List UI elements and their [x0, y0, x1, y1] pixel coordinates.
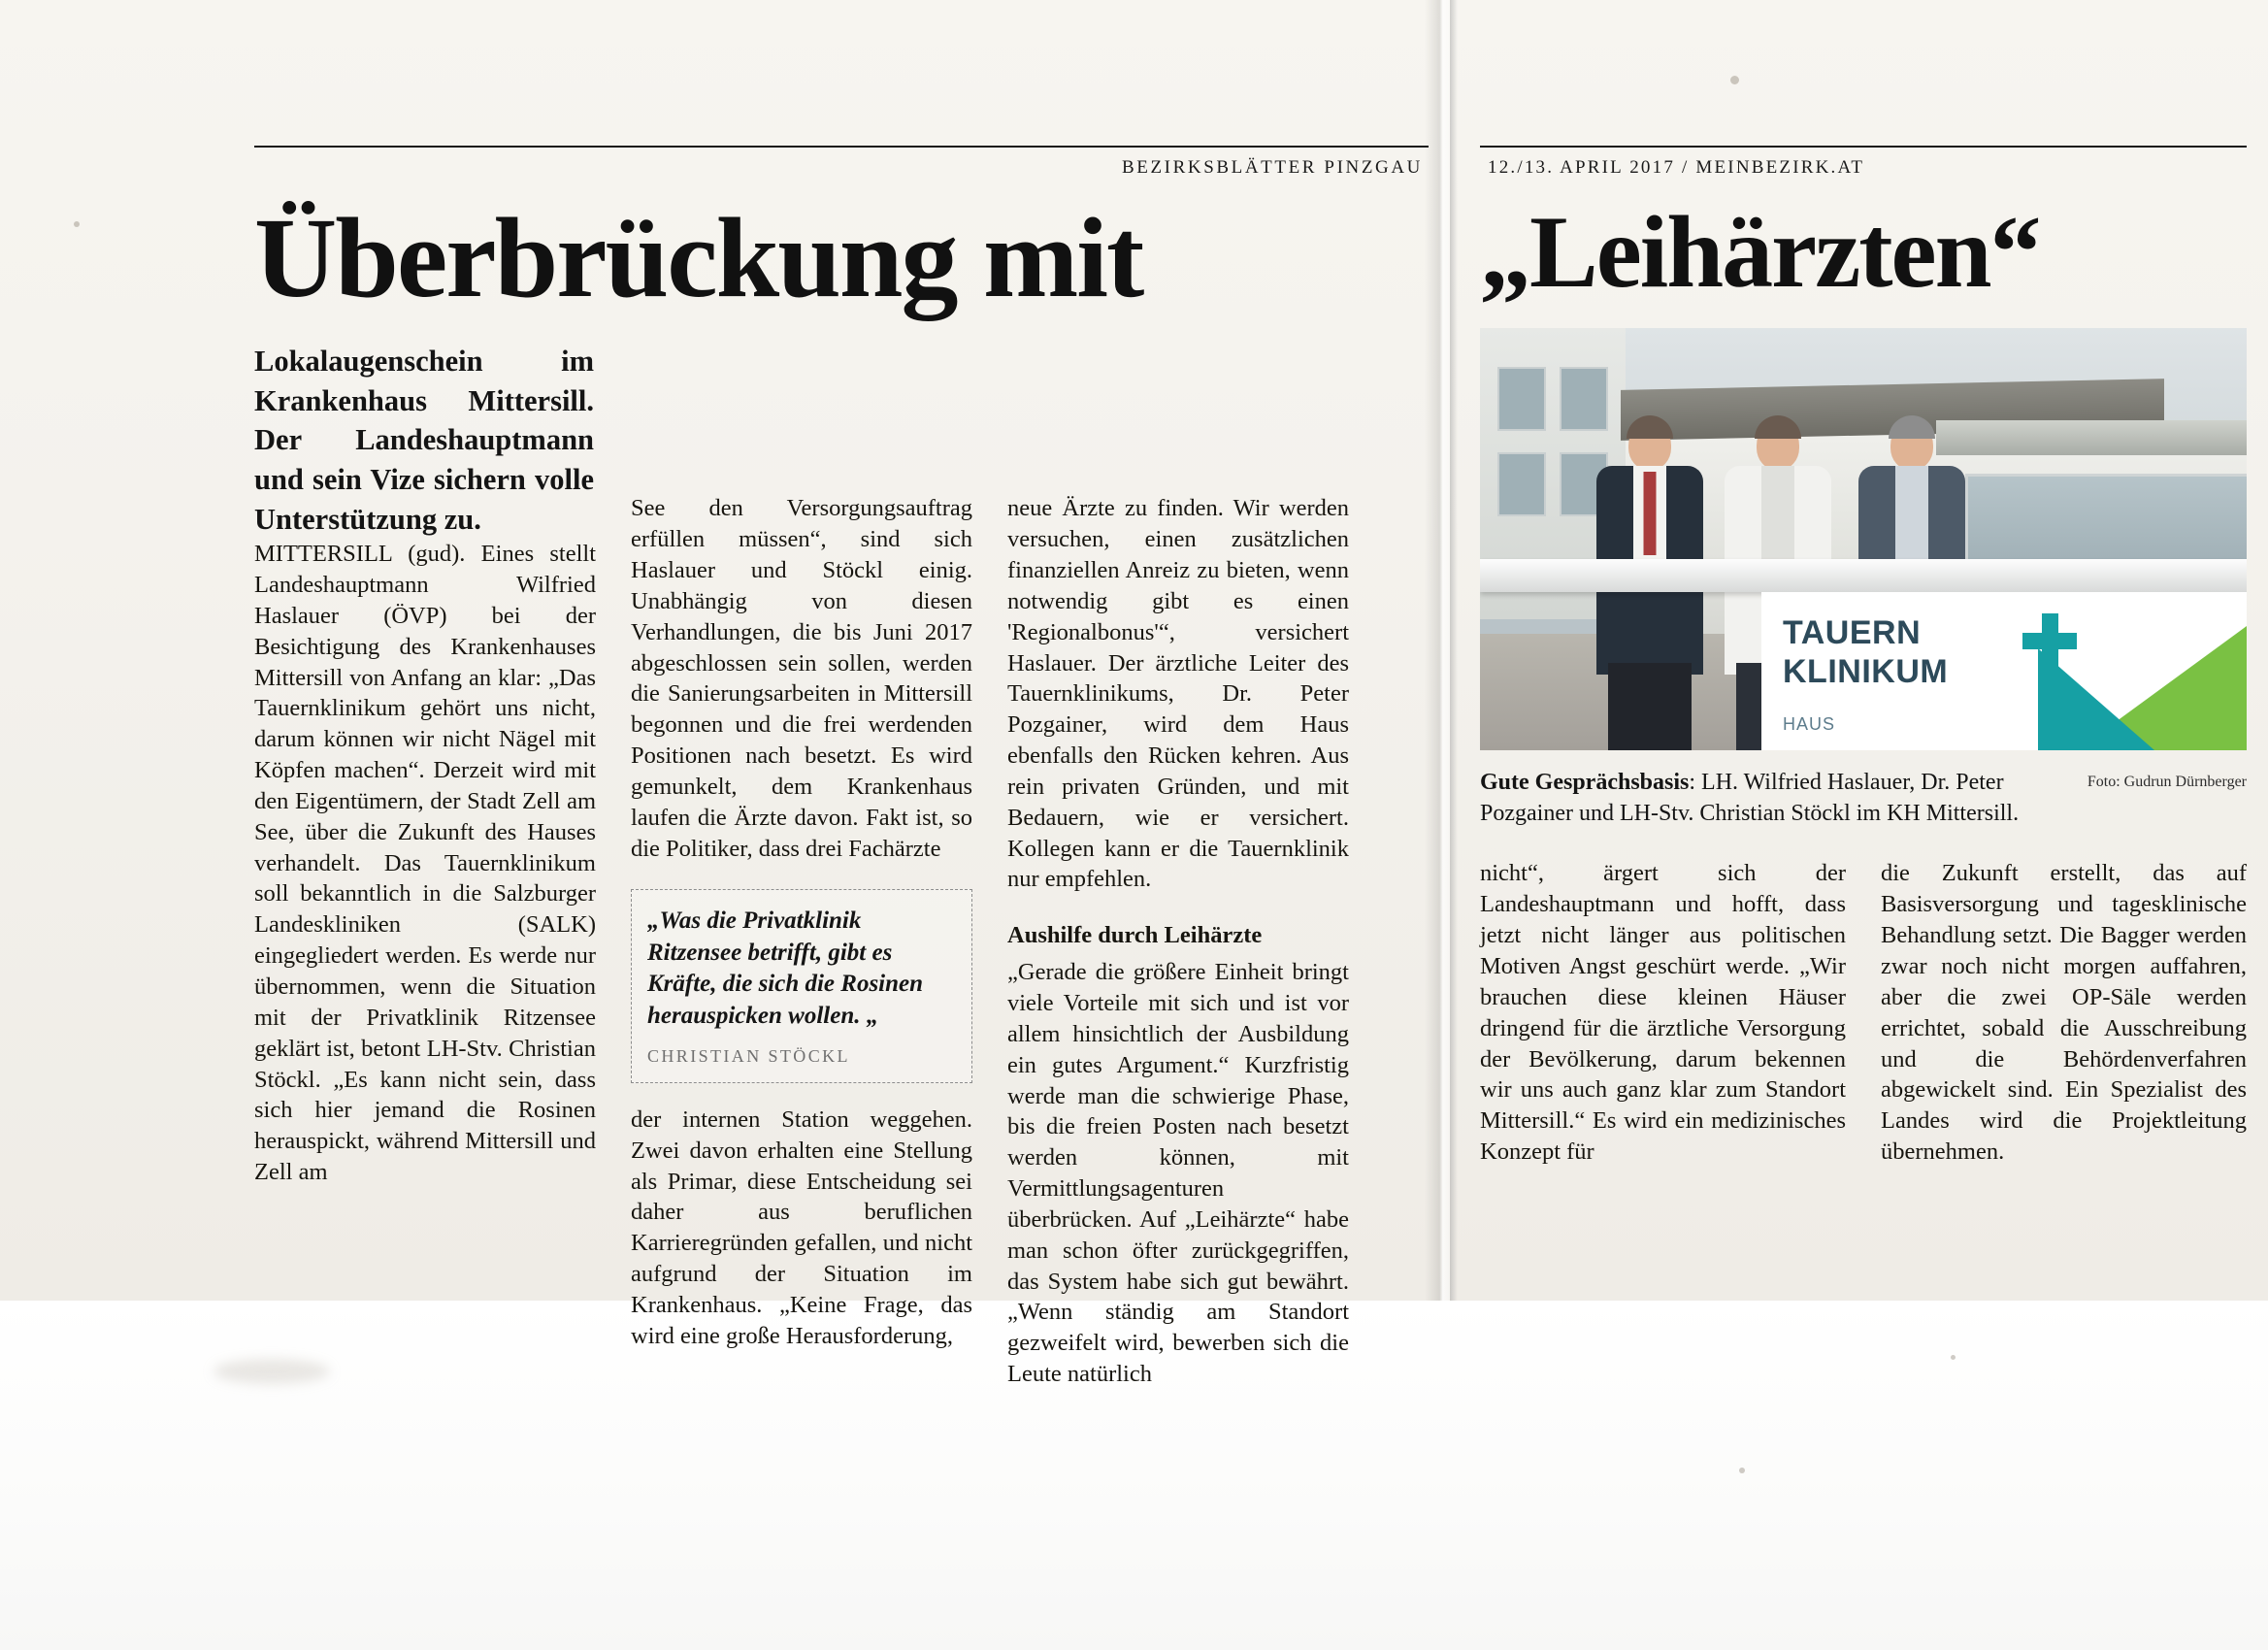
photo-person-legs [1608, 663, 1692, 750]
sign-small-text: HAUS [1783, 714, 1836, 735]
sign-line-1: TAUERN [1783, 614, 1922, 652]
pull-quote [631, 889, 972, 1082]
medical-cross-icon [2022, 613, 2077, 668]
sign-text [1783, 613, 1948, 691]
article-columns [254, 316, 1429, 1390]
masthead-right [1480, 148, 2247, 179]
lead-paragraph: Lokalaugenschein im Krankenhaus Mittersill. Der Landeshauptmann und sein Vize sichern volle Unterstützung zu. [254, 345, 594, 536]
body-paragraph-7: die Zukunft erstellt, das auf Basisversorgung und tagesklinische Behandlung setzt. Die Bagger werden zwar noch nicht morgen auffahren, aber die zwei OP-Säle werden errichtet, sobald die Ausschreibung und die Behördenverfahren abgewickelt sind. Ein Spezialist des Landes wird die Projektleitung übernehmen. [1881, 860, 2247, 1166]
column-1 [254, 316, 596, 1390]
photo-person-left [1596, 421, 1703, 675]
pull-quote-text: „Was die Privatklinik Ritzensee betrifft, gibt es Kräfte, die sich die Rosinen herauspicken wollen. „ [647, 908, 924, 1029]
sheet-edge [1450, 0, 1458, 1301]
photo-handrail [1480, 559, 2247, 592]
body-paragraph-1: MITTERSILL (gud). Eines stellt Landeshauptmann Wilfried Haslauer (ÖVP) bei der Besichtigung des Krankenhauses Mittersill von Anfang an klar: „Das Tauernklinikum gehört uns nicht, darum können wir nicht Nägel mit Köpfen machen“. Derzeit wird mit den Eigentümern, der Stadt Zell am See, über die Zukunft des Hauses verhandelt. Das Tauernklinikum soll bekanntlich in die Salzburger Landeskliniken (SALK) eingegliedert werden. Es werde nur übernommen, wenn die Situation mit der Privatklinik Ritzensee geklärt ist, betont LH-Stv. Christian Stöckl. „Es kann nicht sein, dass sich hier jemand die Rosinen herauspickt, während Mittersill und Zell am [254, 541, 596, 1186]
article-columns-right [1480, 858, 2247, 1167]
sign-line-2: KLINIKUM [1783, 653, 1949, 691]
photo-person-tie [1644, 472, 1657, 555]
paper-speck [1951, 1355, 1956, 1360]
caption-lead: Gute Gesprächsbasis [1480, 770, 1690, 796]
clinic-sign [1761, 592, 2247, 750]
photo-credit: Foto: Gudrun Dürnberger [2087, 774, 2247, 791]
publication-name: BEZIRKSBLÄTTER PINZGAU [1122, 157, 1423, 178]
issue-date: 12./13. APRIL 2017 / MEINBEZIRK.AT [1488, 157, 1865, 178]
photo-caption [1480, 768, 2247, 829]
paper-speck [1730, 76, 1739, 84]
photo-window [1497, 367, 1546, 431]
photo-window [1497, 452, 1546, 516]
body-paragraph-5: „Gerade die größere Einheit bringt viele Vorteile mit sich und ist vor allem hinsichtlich der Ausbildung ein gutes Argument.“ Kurzfristig werde man die schwierige Phase, bis die freien Posten nach besetzt werden können, mit Vermittlungsagenturen überbrücken. Auf „Leihärzte“ habe man schon öfter zurückgegriffen, das System habe sich gut bewährt. „Wenn ständig am Standort gezweifelt wird, bewerben sich die Leute natürlich [1007, 959, 1349, 1388]
body-paragraph-6: nicht“, ärgert sich der Landeshauptmann und hofft, dass jetzt nicht länger aus politischen Motiven Angst geschürt werde. „Wir brauchen diese kleinen Häuser dringend für die ärztliche Versorgung der Bevölkerung, darum bekennen wir uns auch ganz klar zum Standort Mittersill.“ Es wird ein medizinisches Konzept für [1480, 860, 1846, 1166]
pull-quote-attribution: CHRISTIAN STÖCKL [647, 1046, 850, 1067]
photo-canopy [1936, 420, 2247, 455]
body-paragraph-3: der internen Station weggehen. Zwei davon erhalten eine Stellung als Primar, diese Entscheidung sei daher aus beruflichen Karrieregründen gefallen, und nicht aufgrund der Situation im Krankenhaus. „Keine Frage, das wird eine große Herausforderung, [631, 1106, 972, 1349]
left-page [254, 146, 1429, 1388]
masthead-left [254, 148, 1429, 179]
section-subheading: Aushilfe durch Leihärzte [1007, 922, 1263, 949]
right-page [1480, 146, 2247, 1271]
body-paragraph-2: See den Versorgungsauftrag erfüllen müssen“, sind sich Haslauer und Stöckl einig. Unabhängig von diesen Verhandlungen, die bis Juni 2017 abgeschlossen sein sollen, werden die Sanierungsarbeiten in Mittersill begonnen und die frei werdenden Positionen nach besetzt. Es wird gemunkelt, dem Krankenhaus laufen die Ärzte davon. Fakt ist, so die Politiker, dass drei Fachärzte [631, 495, 972, 862]
column-3 [1007, 316, 1349, 1390]
paper-speck [1739, 1468, 1745, 1473]
column-2 [631, 316, 972, 1390]
paper-speck [74, 221, 80, 227]
body-paragraph-4: neue Ärzte zu finden. Wir werden versuchen, einen zusätzlichen finanziellen Anreiz zu bieten, wenn notwendig gibt es einen 'Regionalbonus'“, versichert Haslauer. Der ärztliche Leiter des Tauernklinikums, Dr. Peter Pozgainer, wird dem Haus ebenfalls den Rücken kehren. Aus rein privaten Gründen, und mit Bedauern, wie er versichert. Kollegen kann er die Tauernklinik nur empfehlen. [1007, 495, 1349, 893]
article-photo [1480, 328, 2247, 750]
page-title-continued: „Leihärzten“ [1480, 195, 2040, 309]
column-5 [1881, 858, 2247, 1167]
caption-body: : LH. Wilfried Haslauer, Dr. Peter Pozgainer und LH-Stv. Christian Stöckl im KH Mittersill. [1480, 770, 2020, 826]
page-title: Überbrückung mit [254, 194, 1143, 321]
column-4 [1480, 858, 1846, 1167]
